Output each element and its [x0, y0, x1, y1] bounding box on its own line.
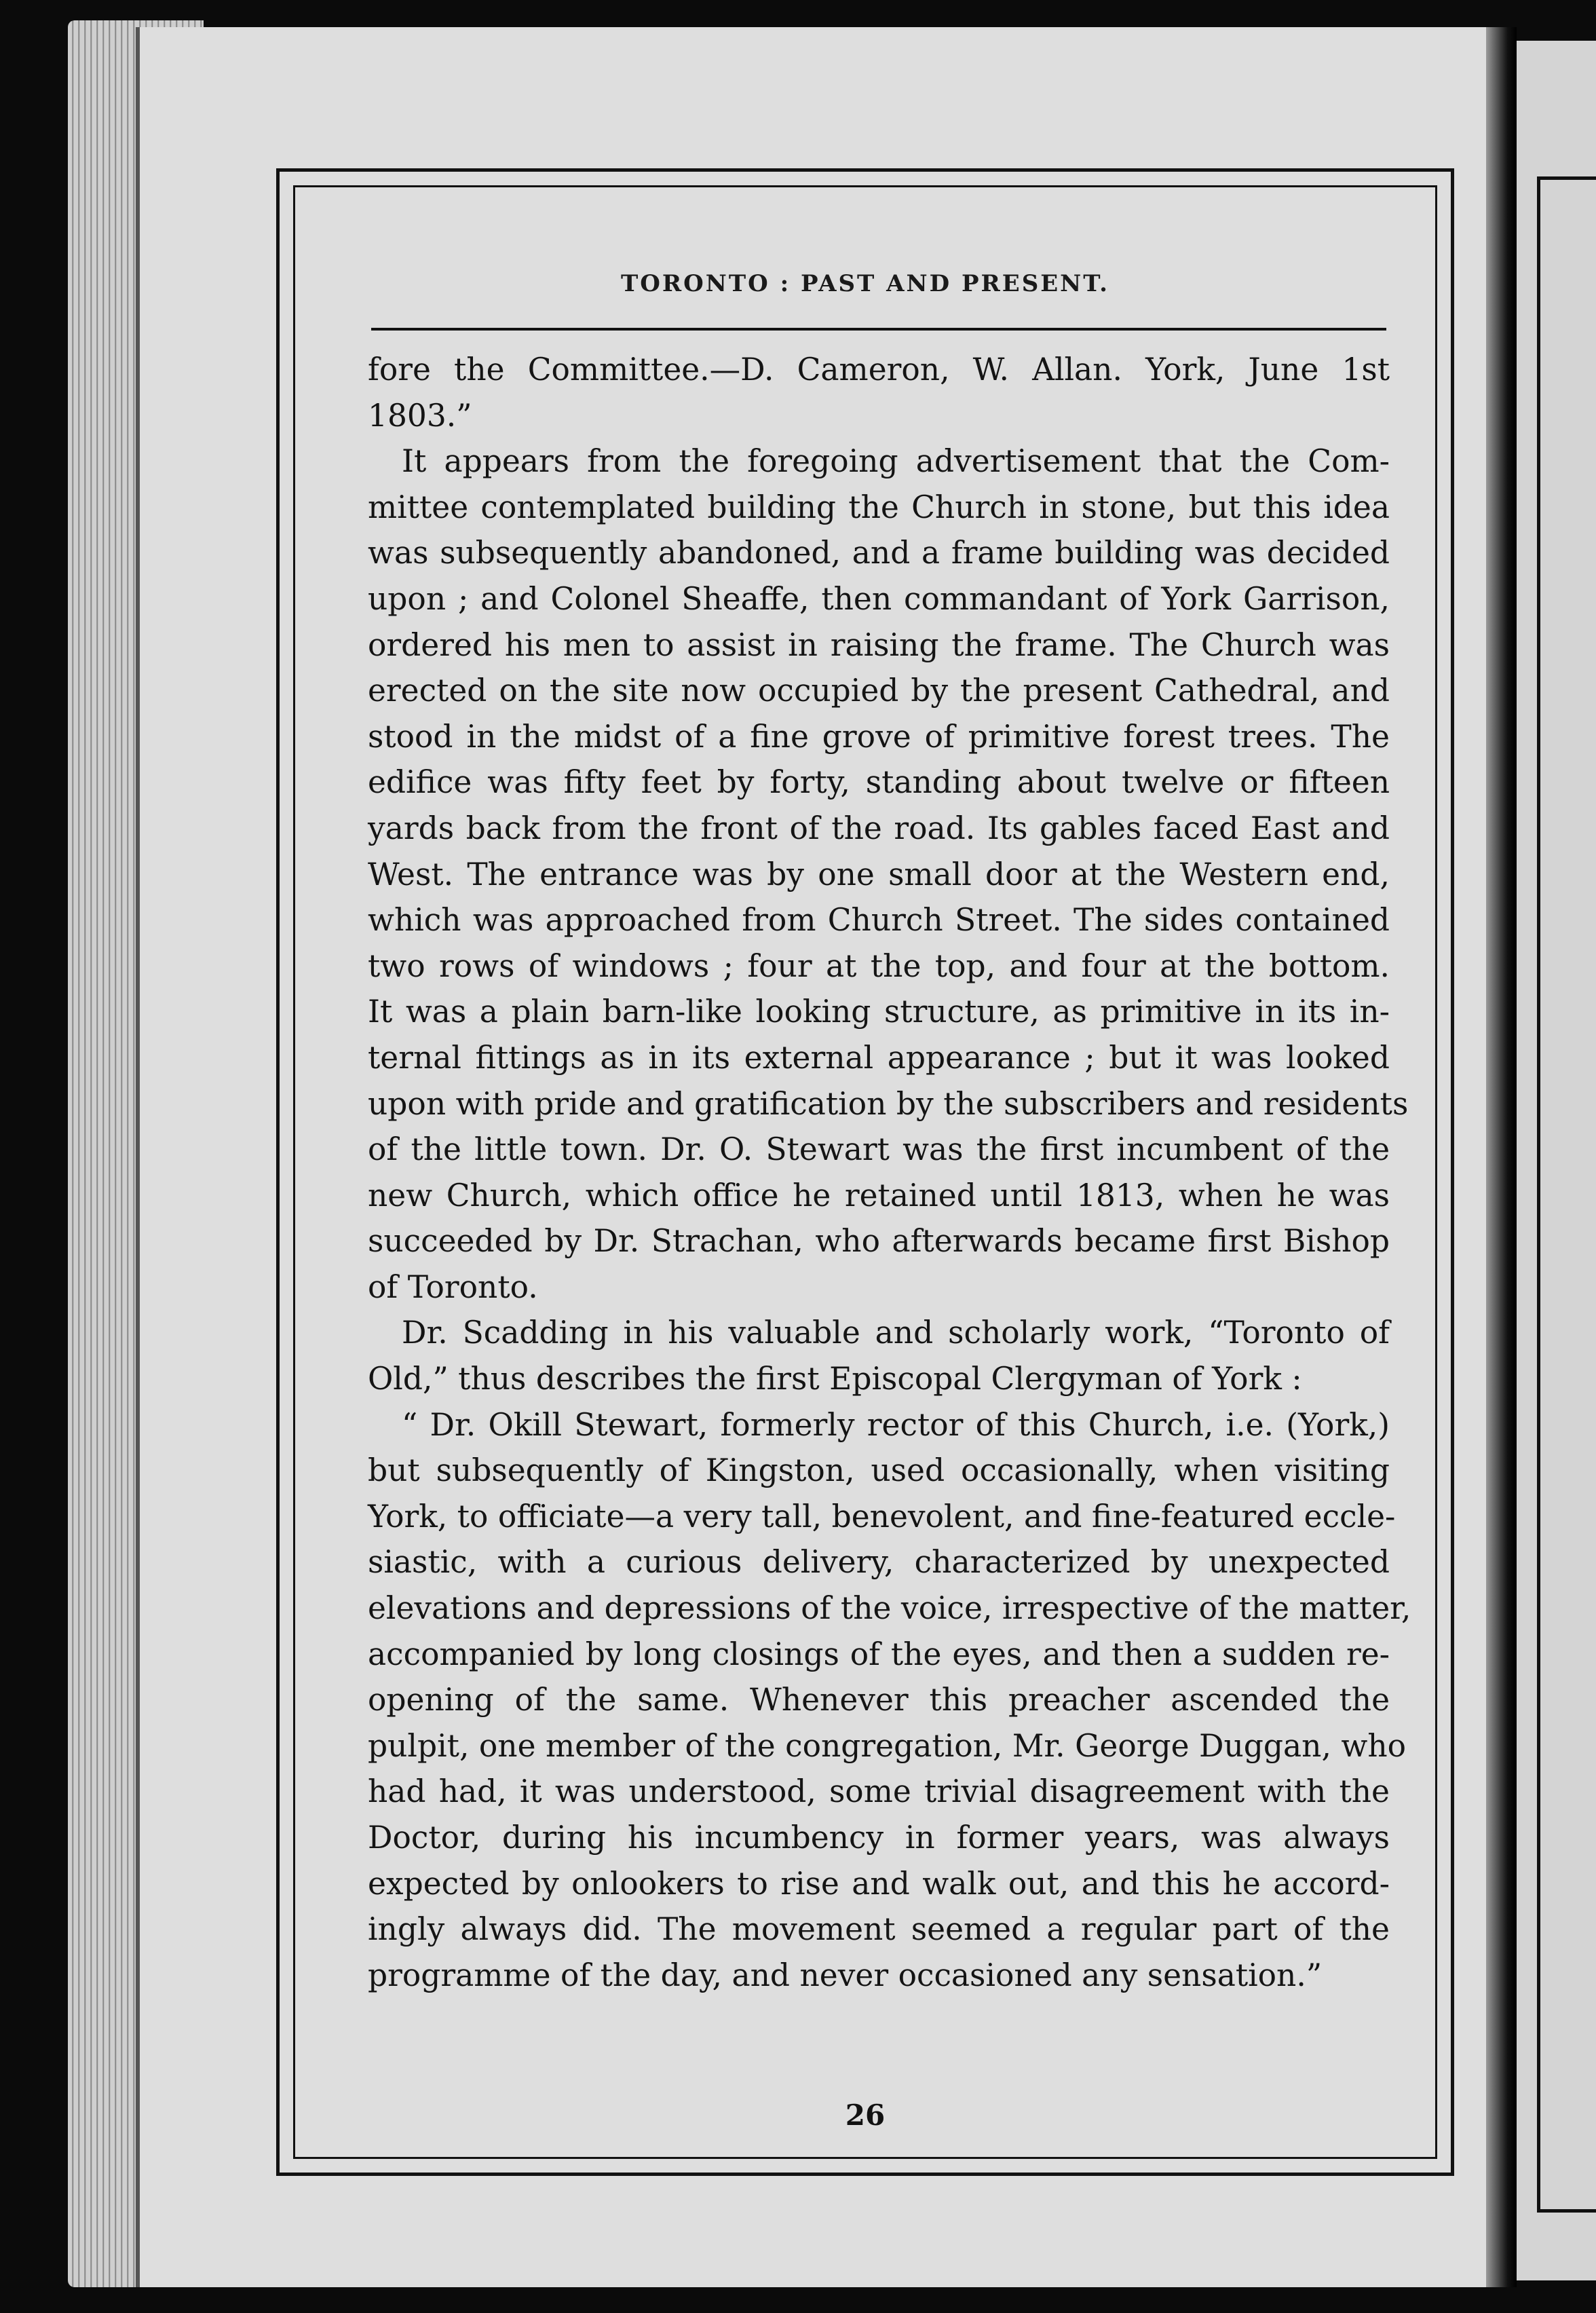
text-line: expected by onlookers to rise and walk out, and this he accord- [368, 1865, 1390, 1902]
text-line: two rows of windows ; four at the top, and four at the bottom. [368, 947, 1390, 984]
text-line: ordered his men to assist in raising the frame. The Church was [368, 626, 1390, 663]
page-frame [276, 168, 1454, 2176]
facing-page-frame [1537, 176, 1596, 2213]
body-text [368, 347, 1411, 1998]
text-line: Old,” thus describes the first Episcopal Clergyman of York : [368, 1361, 1302, 1397]
text-line: ingly always did. The movement seemed a regular part of the [368, 1911, 1390, 1948]
text-line: upon ; and Colonel Sheaffe, then commandant of York Garrison, [368, 580, 1390, 617]
text-line: stood in the midst of a fine grove of primitive forest trees. The [368, 718, 1390, 755]
text-line: pulpit, one member of the congregation, Mr. George Duggan, who [368, 1727, 1407, 1764]
text-line: programme of the day, and never occasioned any sensation.” [368, 1957, 1323, 1993]
facing-page [1517, 41, 1596, 2280]
text-line: 1803.” [368, 397, 472, 434]
text-line: new Church, which office he retained until 1813, when he was [368, 1177, 1390, 1214]
page-number: 26 [845, 2099, 886, 2132]
text-line: elevations and depressions of the voice, irrespective of the matter, [368, 1590, 1411, 1627]
header-rule [371, 328, 1386, 331]
running-head: TORONTO : PAST AND PRESENT. [621, 270, 1109, 297]
text-line: edifice was fifty feet by forty, standing about twelve or fifteen [368, 764, 1390, 801]
text-line: siastic, with a curious delivery, characterized by unexpected [368, 1544, 1390, 1581]
text-line: had had, it was understood, some trivial disagreement with the [368, 1773, 1390, 1810]
text-line: Doctor, during his incumbency in former years, was always [368, 1820, 1390, 1856]
text-line: West. The entrance was by one small door at the Western end, [368, 856, 1390, 892]
text-line: It appears from the foregoing advertisement that the Com- [402, 443, 1390, 480]
text-line: yards back from the front of the road. Its gables faced East and [368, 810, 1390, 846]
text-line: was subsequently abandoned, and a frame building was decided [368, 535, 1390, 571]
text-line: Dr. Scadding in his valuable and scholarly work, “Toronto of [402, 1315, 1390, 1351]
text-line: York, to officiate—a very tall, benevolent, and fine-featured eccle- [368, 1498, 1396, 1535]
text-line: opening of the same. Whenever this preacher ascended the [368, 1682, 1390, 1718]
text-line: of the little town. Dr. O. Stewart was the first incumbent of the [368, 1131, 1390, 1168]
text-line: but subsequently of Kingston, used occasionally, when visiting [368, 1452, 1390, 1489]
text-line: It was a plain barn-like looking structure, as primitive in its in- [368, 994, 1390, 1030]
binding-shadow [1486, 27, 1517, 2287]
text-line: succeeded by Dr. Strachan, who afterwards became first Bishop [368, 1223, 1390, 1260]
text-line: of Toronto. [368, 1268, 538, 1305]
text-line: ternal fittings as in its external appearance ; but it was looked [368, 1039, 1390, 1076]
text-line: upon with pride and gratification by the subscribers and residents [368, 1085, 1409, 1122]
text-line: erected on the site now occupied by the present Cathedral, and [368, 673, 1390, 709]
text-line: which was approached from Church Street. The sides contained [368, 902, 1390, 939]
text-line: fore the Committee.—D. Cameron, W. Allan. York, June 1st [368, 352, 1390, 388]
text-line: accompanied by long closings of the eyes, and then a sudden re- [368, 1636, 1390, 1672]
text-line: mittee contemplated building the Church in stone, but this idea [368, 489, 1390, 525]
text-line: “ Dr. Okill Stewart, formerly rector of this Church, i.e. (York,) [402, 1406, 1390, 1443]
